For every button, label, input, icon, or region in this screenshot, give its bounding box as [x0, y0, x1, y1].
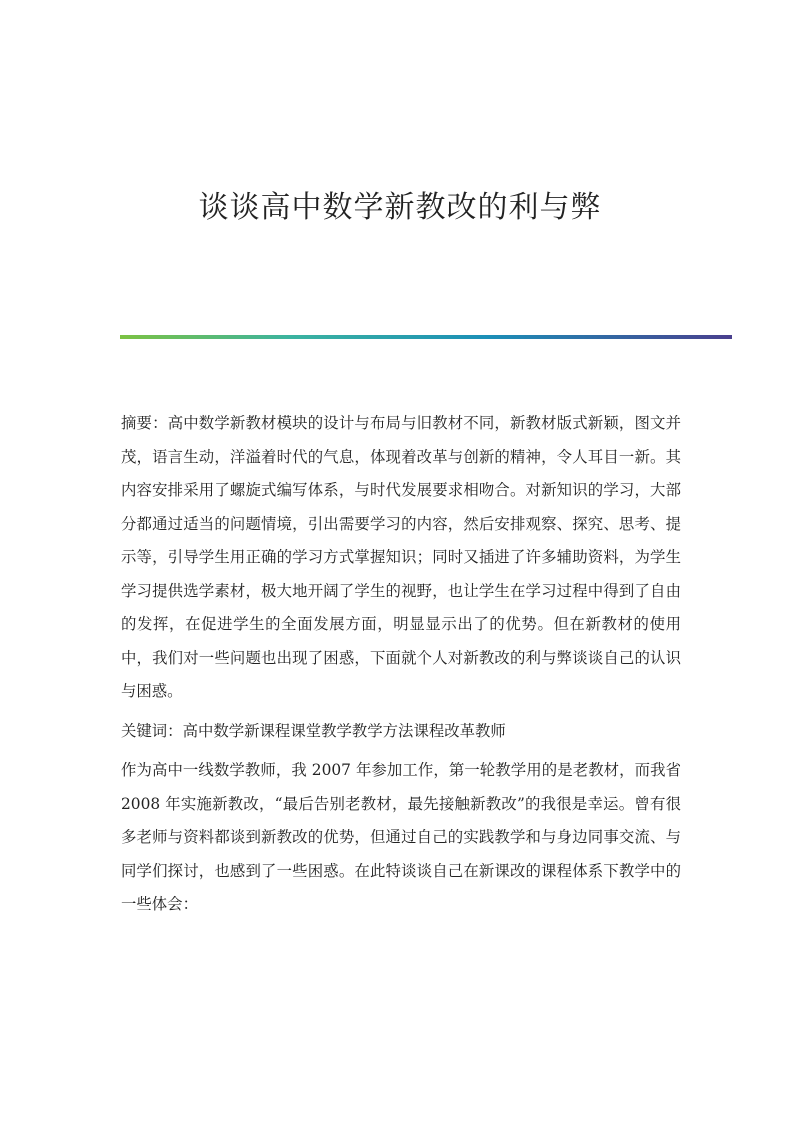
keywords-text: 高中数学新课程课堂教学教学方法课程改革教师 [182, 721, 506, 740]
keywords-paragraph [121, 715, 681, 749]
intro-paragraph: 作为高中一线数学教师，我 2007 年参加工作，第一轮教学用的是老教材，而我省 2008 年实施新教改，“最后告别老教材，最先接触新教改”的我很是幸运。曾有很多老师与资料都谈到新教改的优势，但通过自己的实践教学和与身边同事交流、与同学们探讨，也感到了一些困惑。在此特谈谈自己在新课改的课程体系下教学中的一些体会： [121, 761, 681, 913]
abstract-label: 摘要： [121, 414, 168, 432]
document-title: 谈谈高中数学新教改的利与弊 [198, 190, 602, 225]
abstract-paragraph [121, 407, 681, 709]
document-body [121, 407, 681, 922]
title-divider [120, 335, 732, 339]
keywords-label: 关键词： [121, 721, 183, 740]
abstract-text: 高中数学新教材模块的设计与布局与旧教材不同，新教材版式新颖，图文并茂，语言生动，洋溢着时代的气息，体现着改革与创新的精神，令人耳目一新。其内容安排采用了螺旋式编写体系，与时代发展要求相吻合。对新知识的学习，大部分都通过适当的问题情境，引出需要学习的内容，然后安排观察、探究、思考、提示等，引导学生用正确的学习方式掌握知识；同时又插进了许多辅助资料，为学生学习提供选学素材，极大地开阔了学生的视野，也让学生在学习过程中得到了自由的发挥，在促进学生的全面发展方面，明显显示出了的优势。但在新教材的使用中，我们对一些问题也出现了困惑，下面就个人对新教改的利与弊谈谈自己的认识与困惑。 [121, 414, 681, 700]
